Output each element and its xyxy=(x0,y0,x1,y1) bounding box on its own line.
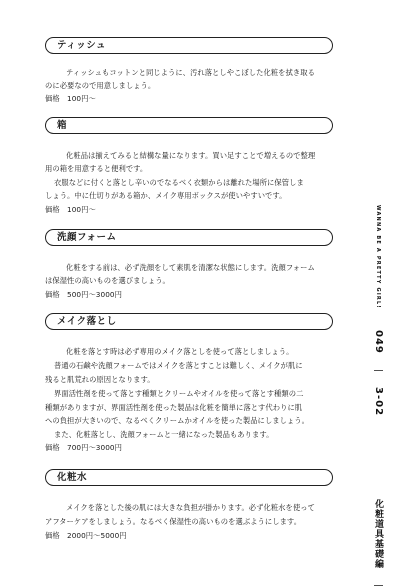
section-heading-tissue xyxy=(45,37,333,54)
price-line: 価格 500円〜3000円 xyxy=(45,290,122,299)
body-text-line: ティッシュもコットンと同じように、汚れ落としやこぼした化粧を拭き取る xyxy=(66,68,315,77)
body-text-line: しょう。中に仕切りがある箱か、メイク専用ボックスが使いやすいです。 xyxy=(45,191,287,200)
section-heading-makeup-remover xyxy=(45,313,333,330)
section-heading-toner xyxy=(45,469,333,486)
body-text-line: は保湿性の高いものを選びましょう。 xyxy=(45,276,170,285)
sidebar-divider: | xyxy=(373,368,383,372)
page-sidebar xyxy=(362,205,388,587)
body-text-line: メイクを落とした後の肌には大きな負担が掛かります。必ず化粧水を使って xyxy=(66,503,315,512)
price-line: 価格 100円〜 xyxy=(45,205,96,214)
body-text-line: 残ると肌荒れの原因となります。 xyxy=(45,375,155,384)
body-text-line: 普通の石鹸や洗顔フォームではメイクを落とすことは難しく、メイクが肌に xyxy=(54,361,303,370)
price-line: 価格 100円〜 xyxy=(45,94,96,103)
section-number: 3-02 xyxy=(373,387,384,417)
body-text-line: 化粧をする前は、必ず洗顔をして素肌を清潔な状態にします。洗顔フォーム xyxy=(66,263,315,272)
section-heading-text: 化粧水 xyxy=(57,472,88,483)
section-heading-face-wash xyxy=(45,229,333,246)
price-line: 価格 700円〜3000円 xyxy=(45,443,122,452)
body-text-line: また、化粧落とし、洗顔フォームと一緒になった製品もあります。 xyxy=(54,430,274,439)
body-text-line: 衣服などに付くと落とし辛いのでなるべく衣類からは離れた場所に保管しま xyxy=(54,178,304,187)
section-heading-text: ティッシュ xyxy=(57,40,107,51)
sidebar-divider: | xyxy=(373,584,383,587)
body-text-line: のに必要なので用意しましょう。 xyxy=(45,81,156,90)
page-number: 049 xyxy=(373,329,384,354)
section-heading-text: 箱 xyxy=(57,120,68,131)
body-text-line: 界面活性剤を使って落とす種類とクリームやオイルを使って落とす種類の二 xyxy=(54,389,304,398)
body-text-line: への負担が大きいので、なるべくクリームかオイルを使った製品にしましょう。 xyxy=(45,416,309,425)
body-text-line: 化粧を落とす時は必ず専用のメイク落としを使って落としましょう。 xyxy=(66,347,294,356)
body-text-line: 種類がありますが、界面活性剤を使った製品は化粧を簡単に落とす代わりに肌 xyxy=(45,403,303,412)
body-text-line: アフターケアをしましょう。なるべく保湿性の高いものを選ぶようにします。 xyxy=(45,517,302,526)
series-title: WANNA BE A PRETTY GIRL! xyxy=(375,205,381,309)
body-text-line: 用の箱を用意すると便利です。 xyxy=(45,164,148,173)
chapter-title: 化粧道具基礎編 xyxy=(373,499,383,570)
section-heading-box xyxy=(45,117,333,134)
section-heading-text: 洗顔フォーム xyxy=(57,232,117,243)
body-text-line: 化粧品は揃えてみると結構な量になります。買い足すことで増えるので整理 xyxy=(66,151,316,160)
price-line: 価格 2000円〜5000円 xyxy=(45,531,127,540)
section-heading-text: メイク落とし xyxy=(57,316,117,327)
